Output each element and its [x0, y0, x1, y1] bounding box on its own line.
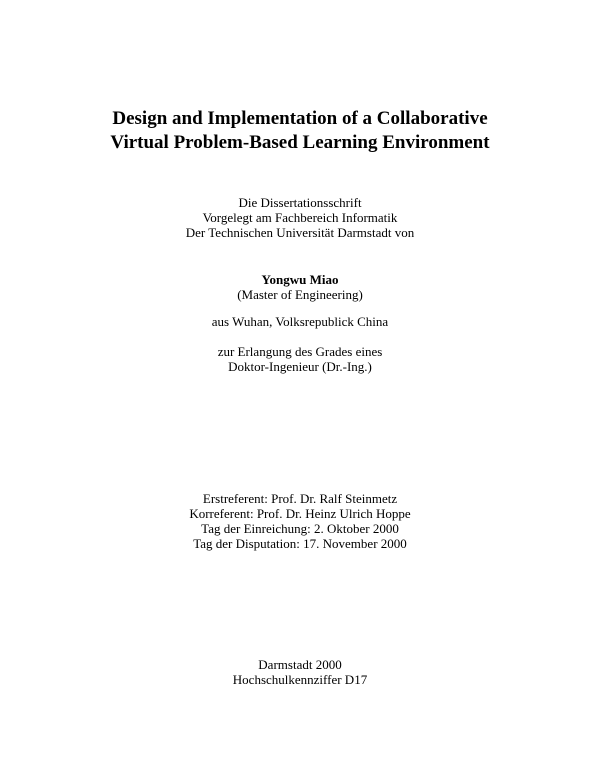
title-line-2: Virtual Problem-Based Learning Environment	[110, 132, 490, 153]
place-block	[0, 657, 600, 687]
title-line-1: Design and Implementation of a Collaborative	[112, 108, 488, 129]
document-title	[0, 107, 600, 155]
degree-goal	[0, 344, 600, 374]
author-block	[0, 272, 600, 302]
defense-date: Tag der Disputation: 17. November 2000	[193, 536, 407, 551]
second-referee: Korreferent: Prof. Dr. Heinz Ulrich Hoppe	[189, 506, 411, 521]
author-origin	[0, 314, 600, 329]
submission-date: Tag der Einreichung: 2. Oktober 2000	[201, 521, 399, 536]
university-code: Hochschulkennziffer D17	[232, 672, 368, 687]
submission-statement	[0, 195, 600, 240]
origin-line: aus Wuhan, Volksrepublick China	[211, 314, 389, 329]
first-referee: Erstreferent: Prof. Dr. Ralf Steinmetz	[202, 491, 398, 506]
author-name: Yongwu Miao	[261, 272, 339, 287]
submission-line-2: Vorgelegt am Fachbereich Informatik	[202, 210, 398, 225]
submission-line-3: Der Technischen Universität Darmstadt von	[185, 225, 415, 240]
degree-goal-line-1: zur Erlangung des Grades eines	[217, 344, 383, 359]
author-degree: (Master of Engineering)	[237, 287, 363, 302]
place-year: Darmstadt 2000	[258, 657, 342, 672]
degree-goal-line-2: Doktor-Ingenieur (Dr.-Ing.)	[228, 359, 372, 374]
referees-block	[0, 491, 600, 551]
submission-line-1: Die Dissertationsschrift	[238, 195, 362, 210]
